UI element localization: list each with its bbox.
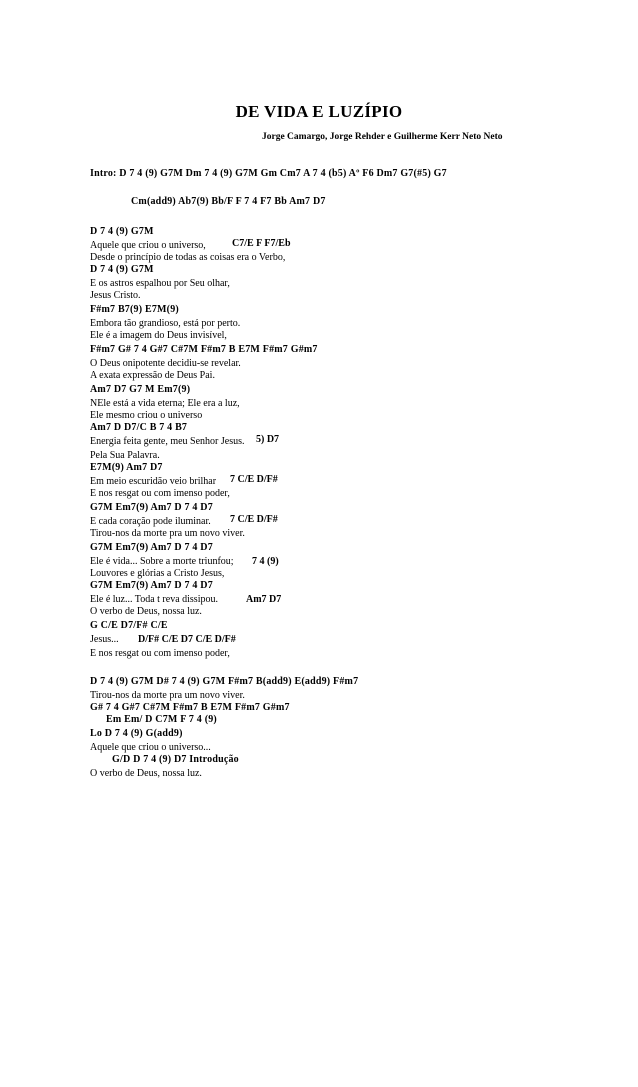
lyric-line: Pela Sua Palavra. bbox=[90, 450, 160, 461]
song-authors: Jorge Camargo, Jorge Rehder e Guilherme Kerr Neto Neto bbox=[262, 132, 503, 142]
chord-line: Am7 D7 G7 M Em7(9) bbox=[90, 384, 191, 395]
chord-line: G7M Em7(9) Am7 D 7 4 D7 bbox=[90, 502, 213, 513]
chord-line: D 7 4 (9) G7M D# 7 4 (9) G7M F#m7 B(add9) E(add9) F#m7 bbox=[90, 676, 359, 687]
inline-chord: C7/E F F7/Eb bbox=[232, 238, 291, 249]
inline-chord: 7 4 (9) bbox=[252, 556, 279, 567]
lyric-line: E nos resgat ou com imenso poder, bbox=[90, 488, 230, 499]
lyric-line: Jesus... bbox=[90, 634, 119, 645]
lyric-line: A exata expressão de Deus Pai. bbox=[90, 370, 215, 381]
chord-line: Intro: D 7 4 (9) G7M Dm 7 4 (9) G7M Gm Cm7 A 7 4 (b5) Aº F6 Dm7 G7(#5) G7 bbox=[90, 168, 447, 179]
chord-line: Cm(add9) Ab7(9) Bb/F F 7 4 F7 Bb Am7 D7 bbox=[131, 196, 326, 207]
lyric-line: Ele é luz... Toda t reva dissipou. bbox=[90, 594, 218, 605]
lyric-line: O verbo de Deus, nossa luz. bbox=[90, 606, 202, 617]
chord-line: G/D D 7 4 (9) D7 Introdução bbox=[112, 754, 239, 765]
lyric-line: Tirou-nos da morte pra um novo viver. bbox=[90, 528, 245, 539]
lyric-line: Tirou-nos da morte pra um novo viver. bbox=[90, 690, 245, 701]
lyric-line: Aquele que criou o universo... bbox=[90, 742, 211, 753]
chord-line: G# 7 4 G#7 C#7M F#m7 B E7M F#m7 G#m7 bbox=[90, 702, 290, 713]
lyric-line: Ele é a imagem do Deus invisível, bbox=[90, 330, 227, 341]
chord-line: F#m7 B7(9) E7M(9) bbox=[90, 304, 179, 315]
lyric-line: Embora tão grandioso, está por perto. bbox=[90, 318, 241, 329]
lyric-line: Aquele que criou o universo, bbox=[90, 240, 206, 251]
lyric-line: Jesus Cristo. bbox=[90, 290, 141, 301]
chord-line: E7M(9) Am7 D7 bbox=[90, 462, 163, 473]
inline-chord: 7 C/E D/F# bbox=[230, 514, 278, 525]
lyric-line: O verbo de Deus, nossa luz. bbox=[90, 768, 202, 779]
lyric-line: E nos resgat ou com imenso poder, bbox=[90, 648, 230, 659]
chord-line: G C/E D7/F# C/E bbox=[90, 620, 168, 631]
chord-line: G7M Em7(9) Am7 D 7 4 D7 bbox=[90, 542, 213, 553]
chord-line: Am7 D D7/C B 7 4 B7 bbox=[90, 422, 188, 433]
chord-line: D 7 4 (9) G7M bbox=[90, 226, 154, 237]
inline-chord: D/F# C/E D7 C/E D/F# bbox=[138, 634, 236, 645]
lyric-line: Em meio escuridão veio brilhar bbox=[90, 476, 217, 487]
lyric-line: E cada coração pode iluminar. bbox=[90, 516, 211, 527]
chord-line: D 7 4 (9) G7M bbox=[90, 264, 154, 275]
lyric-line: Ele é vida... Sobre a morte triunfou; bbox=[90, 556, 234, 567]
lyric-line: NEle está a vida eterna; Ele era a luz, bbox=[90, 398, 240, 409]
inline-chord: 7 C/E D/F# bbox=[230, 474, 278, 485]
inline-chord: Am7 D7 bbox=[246, 594, 282, 605]
lyric-line: Desde o princípio de todas as coisas era o Verbo, bbox=[90, 252, 286, 263]
song-title: DE VIDA E LUZÍPIO bbox=[235, 102, 403, 121]
lyric-line: Louvores e glórias a Cristo Jesus, bbox=[90, 568, 225, 579]
chord-line: G7M Em7(9) Am7 D 7 4 D7 bbox=[90, 580, 213, 591]
lyric-line: O Deus onipotente decidiu-se revelar. bbox=[90, 358, 241, 369]
chord-line: F#m7 G# 7 4 G#7 C#7M F#m7 B E7M F#m7 G#m7 bbox=[90, 344, 318, 355]
lyric-line: E os astros espalhou por Seu olhar, bbox=[90, 278, 230, 289]
lyric-line: Energia feita gente, meu Senhor Jesus. bbox=[90, 436, 245, 447]
inline-chord: 5) D7 bbox=[256, 434, 280, 445]
lyric-line: Ele mesmo criou o universo bbox=[90, 410, 203, 421]
chord-line: Em Em/ D C7M F 7 4 (9) bbox=[106, 714, 217, 725]
chord-line: Lo D 7 4 (9) G(add9) bbox=[90, 728, 183, 739]
